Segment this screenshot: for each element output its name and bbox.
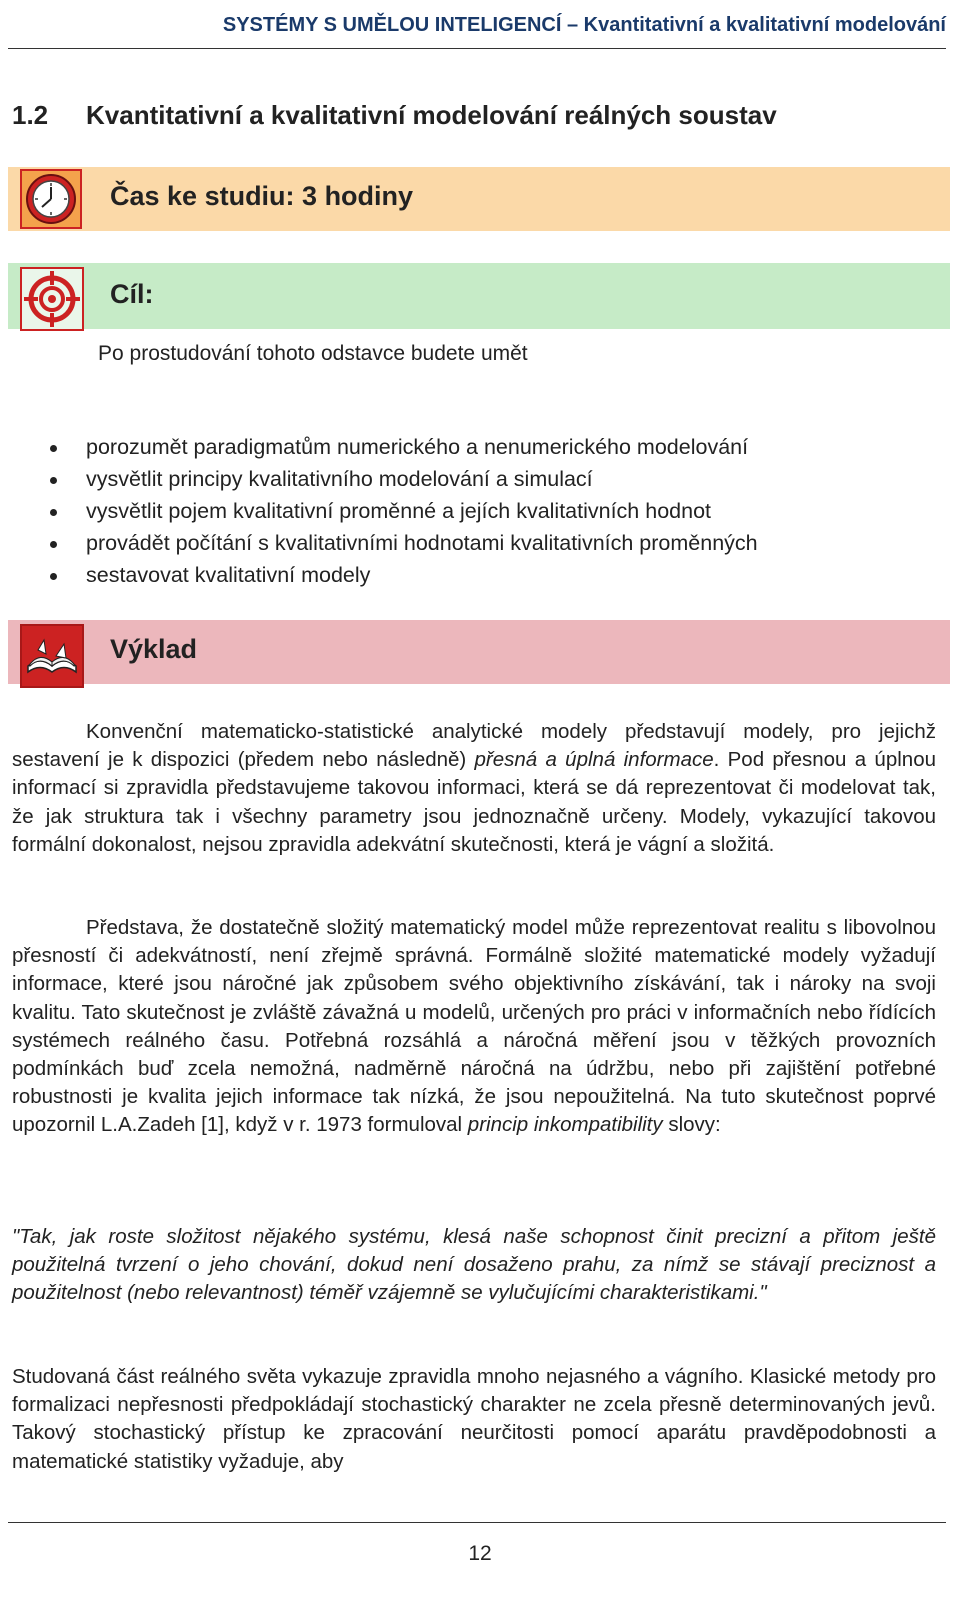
study-time-label: Čas ke studiu: 3 hodiny: [110, 181, 414, 211]
zadeh-quote: "Tak, jak roste složitost nějakého systému, klesá naše schopnost činit precizní a přitom ještě použitelná tvrzení o jeho chování, dokud není dosaženo prahu, za nímž se stávají preciznost a použitelnost (nebo relevantnost) téměř vzájemně se vylučujícími charakteristikami.": [12, 1225, 936, 1305]
section-heading: [12, 100, 777, 131]
goal-intro: Po prostudování tohoto odstavce budete umět: [98, 342, 528, 365]
section-number: 1.2: [12, 100, 49, 130]
paragraph-1: Konvenční matematicko-statistické analytické modely představují modely, pro jejichž sestavení je k dispozici (předem nebo následně) přesná a úplná informace. Pod přesnou a úplnou informací si zpravidla představujeme takovou informaci, která se dá reprezentovat či modelovat tak, že jak struktura tak i všechny parametry jsou jednoznačně určeny. Modely, vykazující takovou formální dokonalost, nejsou zpravidla adekvátní skutečnosti, která je vágní a složitá.: [12, 720, 936, 856]
goal-label: Cíl:: [110, 279, 154, 309]
paragraph-3: Studovaná část reálného světa vykazuje zpravidla mnoho nejasného a vágního. Klasické metody pro formalizaci nepřesnosti předpokládají stochastický charakter ne zcela přesně determinovaných jevů. Takový stochastický přístup ke zpracování neurčitosti pomocí aparátu pravděpodobnosti a matematické statistiky vyžaduje, aby: [12, 1365, 936, 1473]
running-header: SYSTÉMY S UMĚLOU INTELIGENCÍ – Kvantitativní a kvalitativní modelování: [8, 2, 946, 49]
list-item: provádět počítání s kvalitativními hodnotami kvalitativních proměnných: [40, 528, 758, 560]
list-item: sestavovat kvalitativní modely: [40, 560, 758, 592]
explanation-band: [8, 620, 950, 684]
explanation-label: Výklad: [110, 634, 198, 664]
open-book-icon: [20, 624, 84, 688]
goal-band: [8, 263, 950, 329]
list-item: porozumět paradigmatům numerického a nenumerického modelování: [40, 432, 758, 464]
target-icon: [20, 267, 84, 331]
page-number: 12: [468, 1542, 492, 1565]
study-time-band: [8, 167, 950, 231]
goal-list: [40, 432, 758, 592]
list-item: vysvětlit pojem kvalitativní proměnné a jejích kvalitativních hodnot: [40, 496, 758, 528]
clock-icon: [20, 169, 82, 229]
footer-rule: [8, 1522, 946, 1523]
paragraph-2: Představa, že dostatečně složitý matematický model může reprezentovat realitu s libovolnou přesností či adekvátností, není zřejmě správná. Formálně složité matematické modely vyžadují informace, které jsou náročné jak způsobem svého objektivního získávání, tak i nároky na svoji kvalitu. Tato skutečnost je zvláště závažná u modelů, určených pro práci v informačních nebo řídících systémech reálného času. Potřebná rozsáhlá a náročná měření jsou v těžkých provozních podmínkách buď zcela nemožná, nadměrně náročná na údržbu, nebo při zajištění potřebné robustnosti je kvalita jejich informace tak nízká, že jsou nepoužitelná. Na tuto skutečnost poprvé upozornil L.A.Zadeh [1], když v r. 1973 formuloval princip inkompatibility slovy:: [12, 916, 936, 1137]
list-item: vysvětlit principy kvalitativního modelování a simulací: [40, 464, 758, 496]
section-title: Kvantitativní a kvalitativní modelování reálných soustav: [86, 100, 777, 130]
